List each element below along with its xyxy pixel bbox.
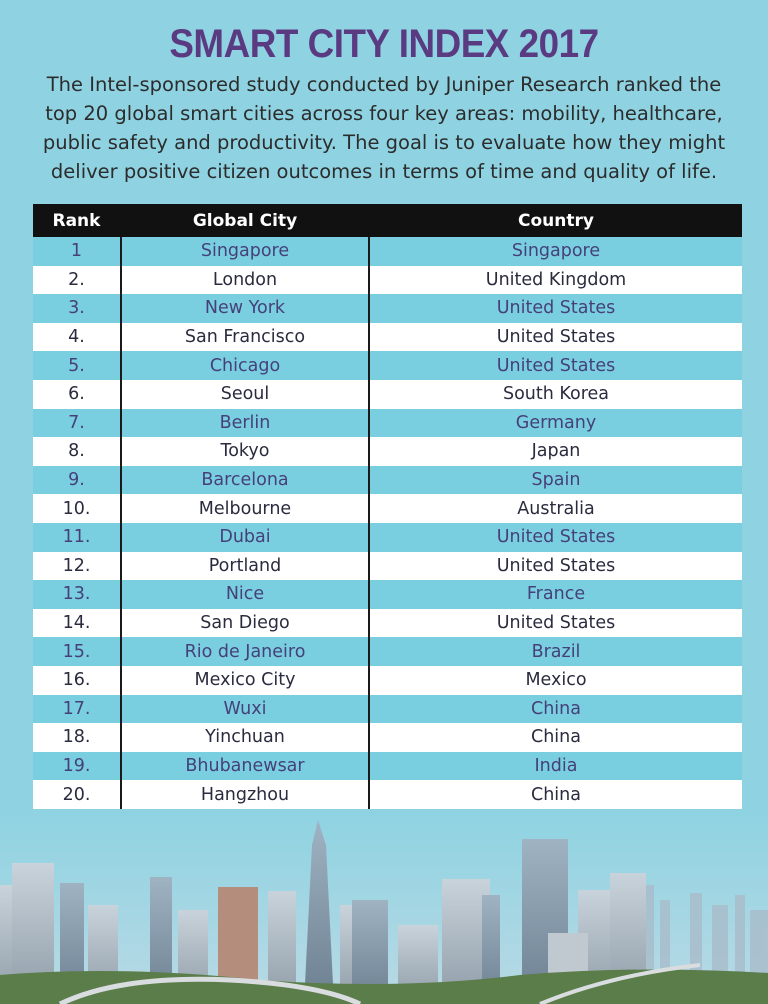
rank-cell: 13. (33, 580, 121, 609)
country-cell: United States (369, 552, 742, 581)
table-row (33, 237, 742, 266)
country-cell: United States (369, 351, 742, 380)
table-row (33, 666, 742, 695)
table-row (33, 466, 742, 495)
country-cell: France (369, 580, 742, 609)
city-cell: Seoul (121, 380, 369, 409)
country-cell: Spain (369, 466, 742, 495)
rank-cell: 15. (33, 637, 121, 666)
city-cell: Singapore (121, 237, 369, 266)
country-cell: United Kingdom (369, 266, 742, 295)
country-cell: South Korea (369, 380, 742, 409)
table-row (33, 266, 742, 295)
table-body (33, 237, 742, 809)
country-cell: India (369, 752, 742, 781)
rank-cell: 20. (33, 780, 121, 809)
country-cell: Mexico (369, 666, 742, 695)
table-row (33, 523, 742, 552)
table-row (33, 294, 742, 323)
rank-cell: 7. (33, 409, 121, 438)
city-cell: Nice (121, 580, 369, 609)
rank-cell: 3. (33, 294, 121, 323)
header-country: Country (369, 204, 742, 237)
rank-cell: 17. (33, 695, 121, 724)
table-row (33, 351, 742, 380)
country-cell: China (369, 723, 742, 752)
table-row (33, 580, 742, 609)
city-cell: London (121, 266, 369, 295)
country-cell: United States (369, 609, 742, 638)
rank-cell: 11. (33, 523, 121, 552)
country-cell: Australia (369, 494, 742, 523)
city-skyline-image (0, 815, 768, 1004)
city-cell: Wuxi (121, 695, 369, 724)
country-cell: Germany (369, 409, 742, 438)
city-cell: Hangzhou (121, 780, 369, 809)
city-cell: Bhubanewsar (121, 752, 369, 781)
city-cell: Rio de Janeiro (121, 637, 369, 666)
rank-cell: 8. (33, 437, 121, 466)
table-row (33, 552, 742, 581)
city-cell: New York (121, 294, 369, 323)
intro-paragraph: The Intel-sponsored study conducted by Juniper Research ranked the top 20 global smart cities across four key areas: mobility, healthcare, public safety and productivity. The goal is to evaluate how they might deliver positive citizen outcomes in terms of time and quality of life. (42, 73, 726, 183)
city-cell: Melbourne (121, 494, 369, 523)
rank-cell: 18. (33, 723, 121, 752)
rank-cell: 2. (33, 266, 121, 295)
rank-cell: 9. (33, 466, 121, 495)
city-cell: San Diego (121, 609, 369, 638)
city-cell: Chicago (121, 351, 369, 380)
city-cell: San Francisco (121, 323, 369, 352)
table-header (33, 204, 742, 237)
country-cell: United States (369, 294, 742, 323)
rank-cell: 12. (33, 552, 121, 581)
city-cell: Mexico City (121, 666, 369, 695)
table-row (33, 323, 742, 352)
table-row (33, 409, 742, 438)
country-cell: Singapore (369, 237, 742, 266)
rank-cell: 6. (33, 380, 121, 409)
city-cell: Yinchuan (121, 723, 369, 752)
city-cell: Dubai (121, 523, 369, 552)
header-city: Global City (121, 204, 369, 237)
country-cell: Japan (369, 437, 742, 466)
table-row (33, 780, 742, 809)
city-cell: Tokyo (121, 437, 369, 466)
city-cell: Portland (121, 552, 369, 581)
rank-cell: 10. (33, 494, 121, 523)
rank-cell: 1 (33, 237, 121, 266)
rank-cell: 4. (33, 323, 121, 352)
ranking-table (33, 204, 742, 809)
header-rank: Rank (33, 204, 121, 237)
city-cell: Berlin (121, 409, 369, 438)
table-row (33, 437, 742, 466)
table-row (33, 637, 742, 666)
country-cell: Brazil (369, 637, 742, 666)
table-row (33, 695, 742, 724)
table-row (33, 723, 742, 752)
table-row (33, 494, 742, 523)
table-row (33, 752, 742, 781)
rank-cell: 19. (33, 752, 121, 781)
table-row (33, 609, 742, 638)
rank-cell: 16. (33, 666, 121, 695)
country-cell: United States (369, 323, 742, 352)
country-cell: United States (369, 523, 742, 552)
page-title: SMART CITY INDEX 2017 (169, 22, 599, 66)
country-cell: China (369, 695, 742, 724)
city-cell: Barcelona (121, 466, 369, 495)
rank-cell: 5. (33, 351, 121, 380)
table-row (33, 380, 742, 409)
rank-cell: 14. (33, 609, 121, 638)
country-cell: China (369, 780, 742, 809)
